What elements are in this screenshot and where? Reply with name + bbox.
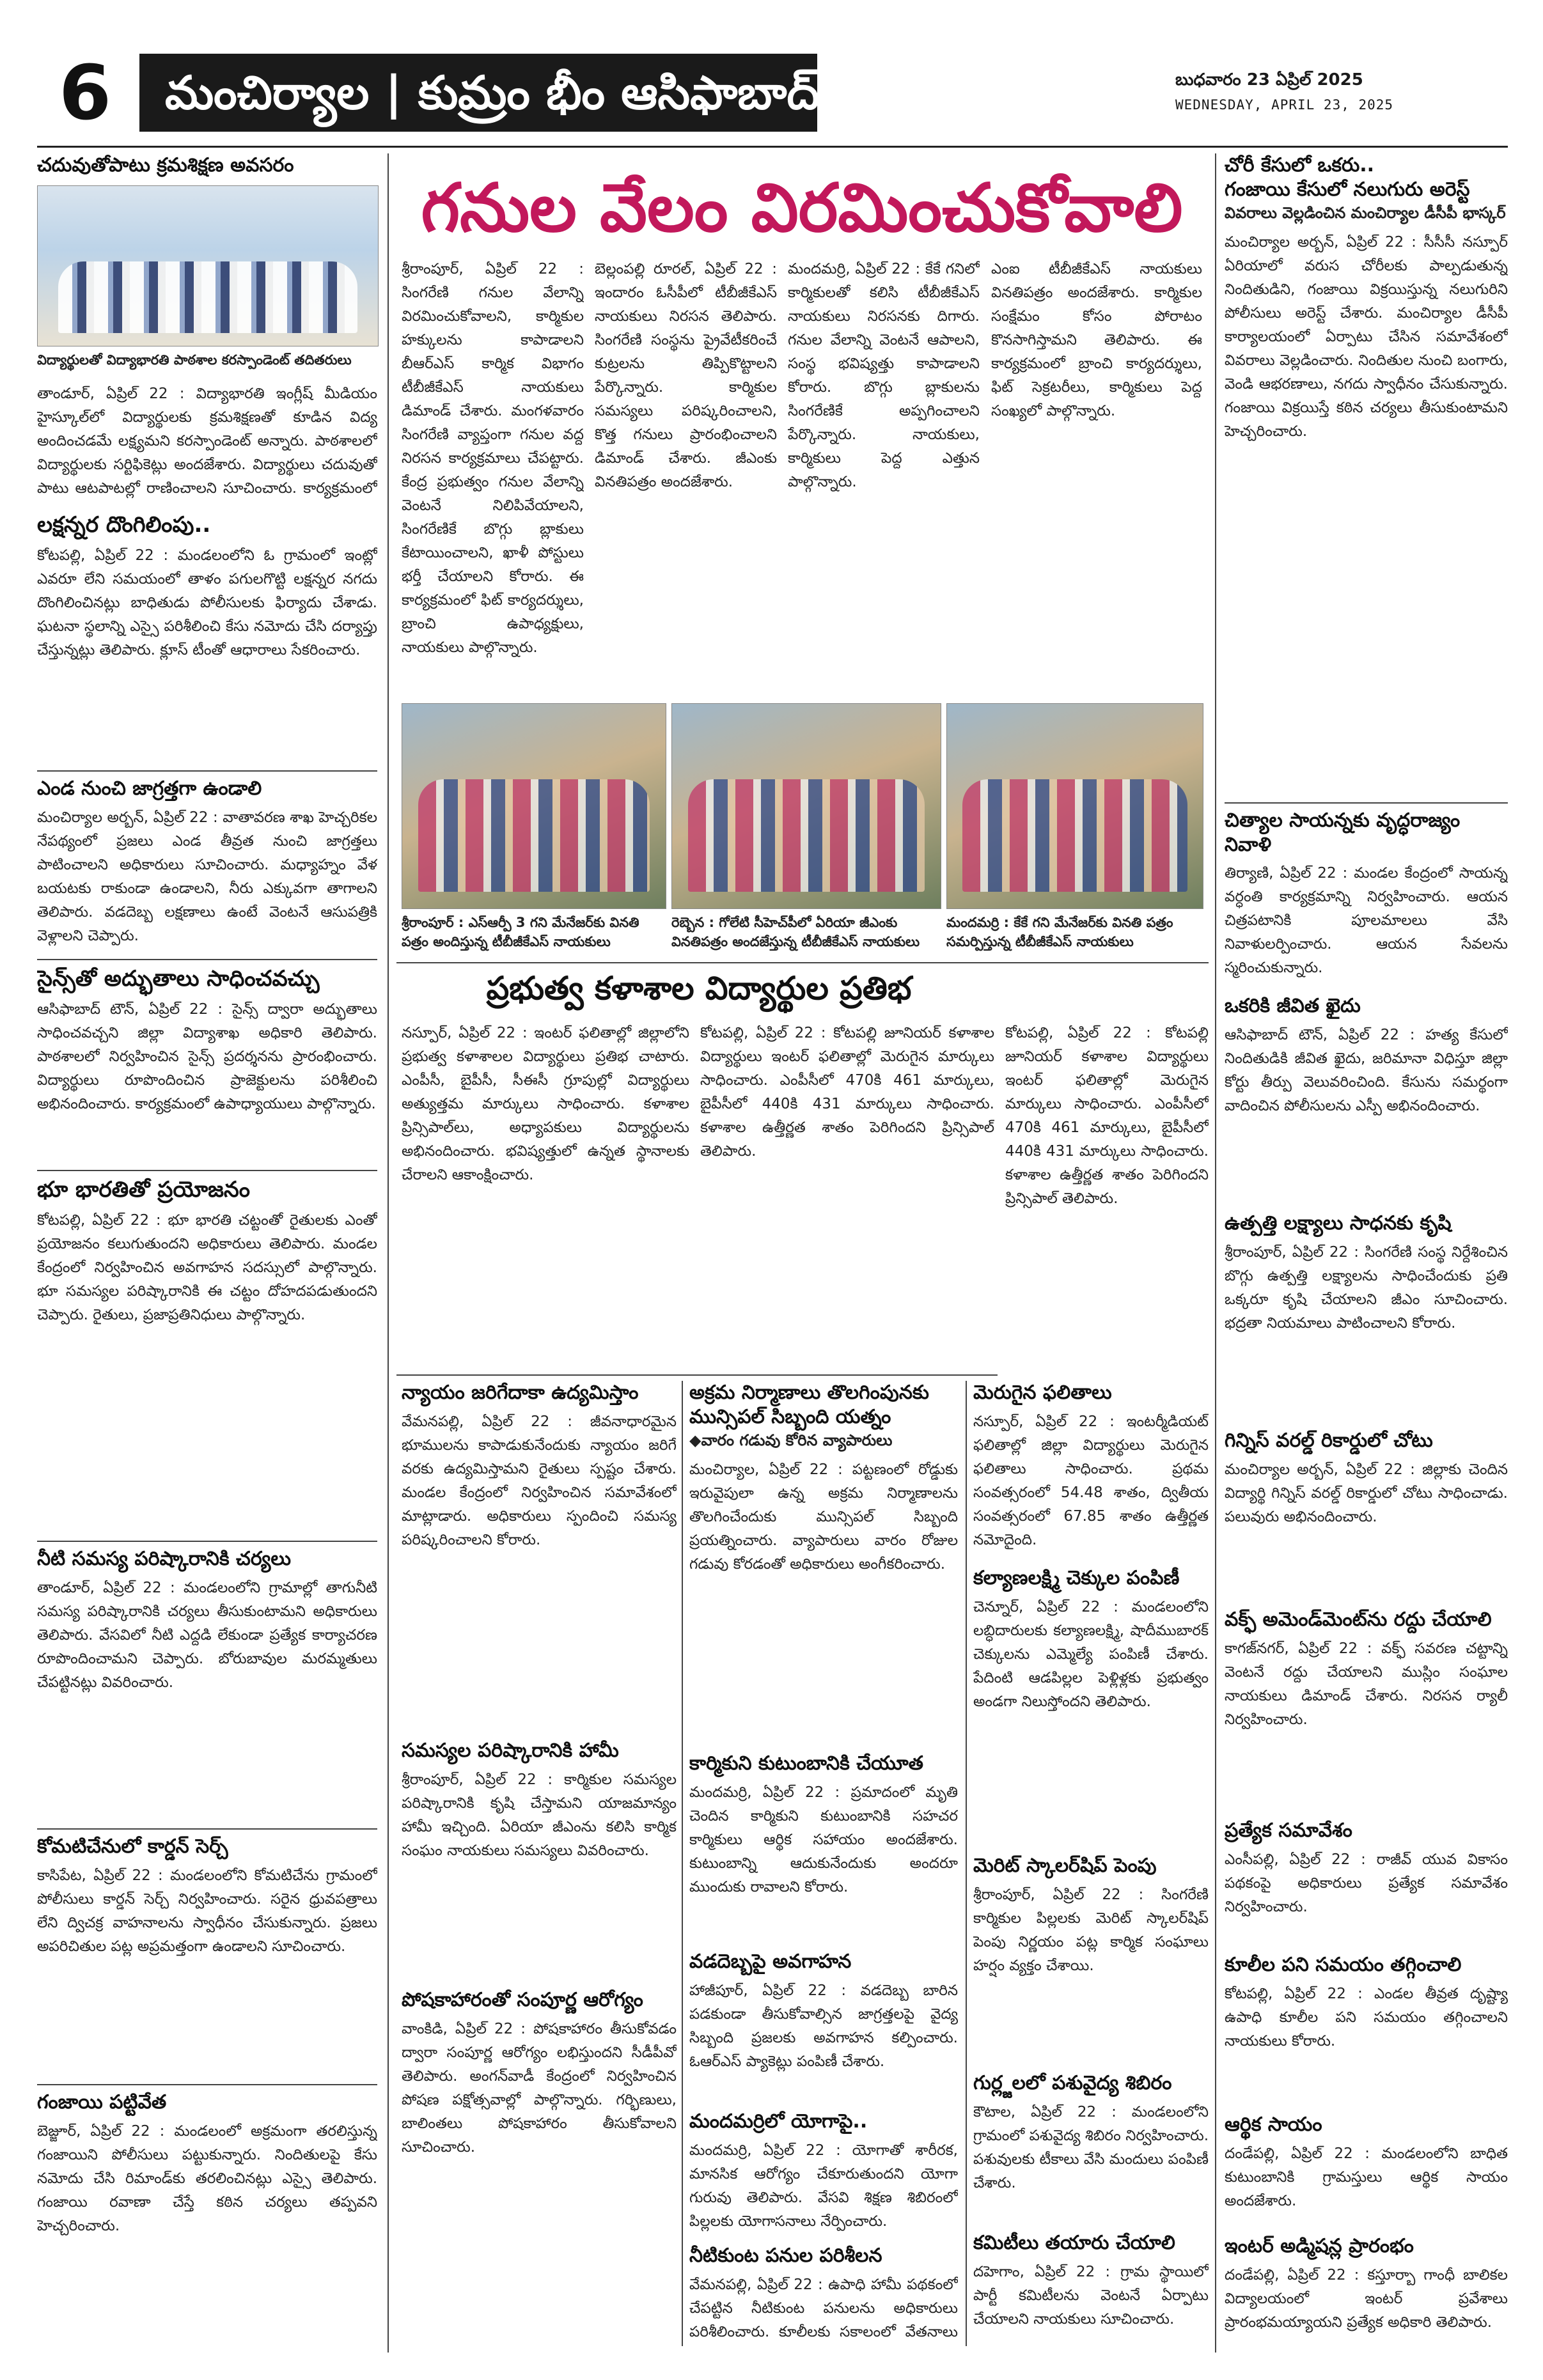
article-ganja-seized — [37, 2090, 377, 2346]
photo-caption: శ్రీరాంపూర్ : ఎస్ఆర్పీ 3 గని మేనేజర్‌కు వినతి పత్రం అందిస్తున్న టీబీజీకేఎస్ నాయకులు — [402, 915, 639, 949]
article-text: వేమనపల్లి, ఏప్రిల్ 22 : ఉపాధి హామీ పథకంలో చేపట్టిన నీటికుంట పనులను అధికారులు పరిశీలించారు. కూలీలకు సకాలంలో వేతనాలు — [689, 2276, 958, 2340]
subheadline: ◆ వారం గడువు కోరిన వ్యాపారులు — [689, 1431, 958, 1453]
article-science — [37, 965, 377, 1176]
headline: ఉత్పత్తి లక్ష్యాలు సాధనకు కృషి — [1225, 1212, 1452, 1234]
photo-caption: రెబ్బెన : గోలేటి సీహెచ్‌పీలో ఏరియా జీఎంకు వినతిపత్రం అందజేస్తున్న టీబీజీకేఎస్ నాయకులు — [671, 915, 920, 949]
article-text: నస్పూర్, ఏప్రిల్ 22 : ఇంటర్మీడియట్ ఫలితాల్లో జిల్లా విద్యార్థులు మెరుగైన ఫలితాలు సాధించారు. ప్రథమ సంవత్సరంలో 54.48 శాతం, ద్వితీయ సంవత్సరంలో 67.85 శాతం ఉత్తీర్ణత నమోదైంది. — [973, 1413, 1209, 1548]
article-text: కౌటాల, ఏప్రిల్ 22 : మండలంలోని గ్రామంలో పశువైద్య శిబిరం నిర్వహించారు. పశువులకు టీకాలు వేసి మందులు పంపిణీ చేశారు. — [973, 2103, 1209, 2191]
article-text: బెజ్జూర్, ఏప్రిల్ 22 : మండలంలో అక్రమంగా తరలిస్తున్న గంజాయిని పోలీసులు పట్టుకున్నారు. నిందితులపై కేసు నమోదు చేసి రిమాండ్‌కు తరలించినట్లు ఎస్సై తెలిపారు. గంజాయి రవాణా చేస్తే కఠిన చర్యలు తప్పవని హెచ్చరించారు. — [37, 2122, 377, 2234]
article-guinness — [1225, 1429, 1508, 1601]
headline: కూలీల పని సమయం తగ్గించాలి — [1225, 1954, 1462, 1976]
article-text: శ్రీరాంపూర్, ఏప్రిల్ 22 : సింగరేణి సంస్థ నిర్దేశించిన బొగ్గు ఉత్పత్తి లక్ష్యాలను సాధించేందుకు ప్రతి ఒక్కరూ కృషి చేయాలని జీఎం సూచించారు. భద్రతా నియమాలు పాటించాలని కోరారు. — [1225, 1243, 1508, 1332]
article-water-pond — [689, 2244, 958, 2346]
headline: చిత్యాల సాయన్నకు వృద్ధరాజ్యం నివాళి — [1225, 809, 1461, 856]
article-nutrition — [402, 1988, 677, 2346]
masthead-rule — [37, 146, 1508, 148]
article-text: దహెగాం, ఏప్రిల్ 22 : గ్రామ స్థాయిలో పార్టీ కమిటీలను వెంటనే ఏర్పాటు చేయాలని నాయకులు సూచించారు. — [973, 2263, 1209, 2328]
article-better-results — [973, 1381, 1209, 1560]
date-telugu: బుధవారం 23 ఏప్రిల్ 2025 — [1175, 70, 1363, 89]
divider — [37, 2084, 377, 2085]
masthead — [37, 45, 1508, 141]
edition-title: మంచిర్యాల | కుమ్రం భీం ఆసిఫాబాద్ — [139, 54, 817, 132]
article-justice — [402, 1381, 677, 1726]
lead-body-col4 — [991, 253, 1202, 700]
article-text: మందమర్రి, ఏప్రిల్ 22 : కేకే గనిలో కార్మికులతో కలిసి టీబీజీకేఎస్ నాయకులు నిరసనకు దిగారు. గనుల వేలాన్ని వెంటనే ఆపాలని, సంస్థ భవిష్యత్తు కాపాడాలని కోరారు. బొగ్గు బ్లాకులను సింగరేణికే అప్పగించాలని పేర్కొన్నారు. నాయకులు, కార్మికులు పెద్ద ఎత్తున పాల్గొన్నారు. — [788, 261, 980, 490]
article-text: హాజీపూర్, ఏప్రిల్ 22 : వడదెబ్బ బారిన పడకుండా తీసుకోవాల్సిన జాగ్రత్తలపై వైద్య సిబ్బంది ప్రజలకు అవగాహన కల్పించారు. ఓఆర్ఎస్ ప్యాకెట్లు పంపిణీ చేశారు. — [689, 1982, 958, 2070]
headline: గుర్ల్జలలో పశువైద్య శిబిరం — [973, 2072, 1172, 2094]
article-text: ఎంసీపల్లి, ఏప్రిల్ 22 : రాజీవ్ యువ వికాసం పథకంపై అధికారులు ప్రత్యేక సమావేశం నిర్వహించారు. — [1225, 1851, 1508, 1915]
results-body-2 — [700, 1016, 994, 1362]
article-text: మంచిర్యాల అర్బన్, ఏప్రిల్ 22 : సీసీసీ నస్పూర్ ఏరియాలో వరుస చోరీలకు పాల్పడుతున్న నిందితుడిని, గంజాయి విక్రయిస్తున్న నలుగురిని పోలీసులు అరెస్ట్ చేశారు. మంచిర్యాల డీసీపీ కార్యాలయంలో ఏర్పాటు చేసిన సమావేశంలో వివరాలు వెల్లడించారు. నిందితుల నుంచి బంగారు, వెండి ఆభరణాలు, నగదు స్వాధీనం చేసుకున్నారు. గంజాయి విక్రయిస్తే కఠిన చర్యలు తీసుకుంటామని హెచ్చరించారు. — [1225, 234, 1508, 440]
article-text: కోటపల్లి, ఏప్రిల్ 22 : భూ భారతి చట్టంతో రైతులకు ఎంతో ప్రయోజనం కలుగుతుందని అధికారులు తెలిపారు. మండల కేంద్రంలో నిర్వహించిన అవగాహన సదస్సులో పాల్గొన్నారు. భూ సమస్యల పరిష్కారానికి ఈ చట్టం దోహదపడుతుందని చెప్పారు. రైతులు, ప్రజాప్రతినిధులు పాల్గొన్నారు. — [37, 1211, 377, 1323]
article-text: దండేపల్లి, ఏప్రిల్ 22 : కస్తూర్బా గాంధీ బాలికల విద్యాలయంలో ఇంటర్ ప్రవేశాలు ప్రారంభమయ్యాయని ప్రత్యేక అధికారి తెలిపారు. — [1225, 2266, 1508, 2331]
article-text: కోటపల్లి, ఏప్రిల్ 22 : మండలంలోని ఓ గ్రామంలో ఇంట్లో ఎవరూ లేని సమయంలో తాళం పగులగొట్టి లక్షన్నర నగదు దొంగిలించినట్లు బాధితుడు పోలీసులకు ఫిర్యాదు చేశాడు. ఘటనా స్థలాన్ని ఎస్సై పరిశీలించి కేసు నమోదు చేసి దర్యాప్తు చేస్తున్నట్లు తెలిపారు. క్లూస్ టీంతో ఆధారాలు సేకరించారు. — [37, 547, 377, 658]
lead-body-col3 — [788, 253, 980, 700]
headline: కమిటీలు తయారు చేయాలి — [973, 2232, 1175, 2254]
headline: వడదెబ్బపై అవగాహన — [689, 1950, 852, 1973]
headline: గిన్నిస్ వరల్డ్ రికార్డులో చోటు — [1225, 1429, 1433, 1452]
headline: మందమర్రిలో యోగాపై.. — [689, 2110, 868, 2133]
lead-photo-2 — [671, 703, 941, 909]
page-number: 6 — [58, 49, 112, 137]
article-family-support — [689, 1752, 958, 1943]
article-text: శ్రీరాంపూర్, ఏప్రిల్ 22 : సింగరేణి కార్మికుల పిల్లలకు మెరిట్ స్కాలర్‌షిప్ పెంపు నిర్ణయం పట్ల కార్మిక సంఘాలు హర్షం వ్యక్తం చేశాయి. — [973, 1886, 1209, 1974]
headline: పోషకాహారంతో సంపూర్ణ ఆరోగ్యం — [402, 1989, 643, 2011]
headline: సైన్స్‌తో అద్భుతాలు సాధించవచ్చు — [37, 966, 320, 992]
headline: గంజాయి పట్టివేత — [37, 2091, 167, 2113]
column-divider — [966, 1381, 967, 2346]
column-divider — [682, 1381, 683, 2346]
headline: కార్మికుని కుటుంబానికి చేయూత — [689, 1752, 923, 1775]
article-text: ఎంఐ టీబీజీకేఎస్ నాయకులు వినతిపత్రం అందజేశారు. కార్మికుల సంక్షేమం కోసం పోరాటం కొనసాగిస్తామని తెలిపారు. ఈ కార్యక్రమంలో బ్రాంచి కార్యదర్శులు, ఫిట్ సెక్రటరీలు, కార్మికులు పెద్ద సంఖ్యలో పాల్గొన్నారు. — [991, 261, 1202, 419]
headline: ప్రత్యేక సమావేశం — [1225, 1819, 1352, 1842]
article-text: చెన్నూర్, ఏప్రిల్ 22 : మండలంలోని లబ్ధిదారులకు కల్యాణలక్ష్మి, షాదీముబారక్ చెక్కులను ఎమ్మెల్యే పంపిణీ చేశారు. పేదింటి ఆడపిల్లల పెళ్లిళ్లకు ప్రభుత్వం అండగా నిలుస్తోందని తెలిపారు. — [973, 1598, 1209, 1710]
article-wage-workers — [1225, 1953, 1508, 2106]
article-committees — [973, 2231, 1209, 2346]
article-yoga — [689, 2110, 958, 2237]
article-life-sentence — [1225, 994, 1508, 1205]
lead-body-col1 — [402, 253, 584, 700]
article-bhubharathi — [37, 1176, 377, 1534]
article-text: ఆసిఫాబాద్ టౌన్, ఏప్రిల్ 22 : హత్య కేసులో నిందితుడికి జీవిత ఖైదు, జరిమానా విధిస్తూ జిల్లా కోర్టు తీర్పు వెలువరించింది. కేసును సమర్థంగా వాదించిన పోలీసులను ఎస్పీ అభినందించారు. — [1225, 1026, 1508, 1114]
article-heatstroke — [689, 1950, 958, 2103]
headline: ఒకరికి జీవిత ఖైదు — [1225, 995, 1361, 1017]
column-divider — [1215, 153, 1216, 2353]
article-cordon-search — [37, 1835, 377, 2078]
article-theft — [37, 511, 377, 780]
headline: నీటి సమస్య పరిష్కారానికి చర్యలు — [37, 1548, 292, 1570]
headline: వక్ఫ్ అమెండ్‌మెంట్‌ను రద్దు చేయాలి — [1225, 1608, 1492, 1631]
article-special-meeting — [1225, 1819, 1508, 1947]
article-text: వాంకిడి, ఏప్రిల్ 22 : పోషకాహారం తీసుకోవడం ద్వారా సంపూర్ణ ఆరోగ్యం లభిస్తుందని సీడీపీవో తెలిపారు. అంగన్‌వాడీ కేంద్రంలో నిర్వహించిన పోషణ పక్షోత్సవాల్లో పాల్గొన్నారు. గర్భిణులు, బాలింతలు పోషకాహారం తీసుకోవాలని సూచించారు. — [402, 2020, 677, 2156]
article-text: మంచిర్యాల అర్బన్, ఏప్రిల్ 22 : వాతావరణ శాఖ హెచ్చరికల నేపథ్యంలో ప్రజలు ఎండ తీవ్రత నుంచి జాగ్రత్తలు పాటించాలని అధికారులు సూచించారు. మధ్యాహ్నం వేళ బయటకు రాకుండా ఉండాలని, నీరు ఎక్కువగా తాగాలని తెలిపారు. వడదెబ్బ లక్షణాలు ఉంటే వెంటనే ఆసుపత్రికి వెళ్లాలని చెప్పారు. — [37, 809, 377, 944]
article-results-district — [1005, 1016, 1209, 1362]
divider — [37, 1541, 377, 1542]
article-text: నస్పూర్, ఏప్రిల్ 22 : ఇంటర్ ఫలితాల్లో జిల్లాలోని ప్రభుత్వ కళాశాలల విద్యార్థులు ప్రతిభ చాటారు. ఎంపీసీ, బైపీసీ, సీఈసీ గ్రూపుల్లో విద్యార్థులు అత్యుత్తమ మార్కులు సాధించారు. కళాశాల ప్రిన్సిపాల్‌లు, అధ్యాపకులు విద్యార్థులను అభినందించారు. భవిష్యత్తులో ఉన్నత స్థానాలకు చేరాలని ఆకాంక్షించారు. — [402, 1025, 689, 1183]
dateline — [1175, 70, 1508, 113]
divider — [37, 1170, 377, 1171]
photo-caption: విద్యార్థులతో విద్యాభారతి పాఠశాల కరస్పాండెంట్ తదితరులు — [37, 352, 352, 368]
lead-photo-1 — [402, 703, 666, 909]
article-assurance — [402, 1739, 677, 1982]
headline: ఆర్థిక సాయం — [1225, 2113, 1322, 2136]
article-text: బెల్లంపల్లి రూరల్, ఏప్రిల్ 22 : ఇందారం ఓసీపీలో టీబీజీకేఎస్ నాయకులు నిరసన తెలిపారు. సింగరేణి సంస్థను ప్రైవేటీకరించే కుట్రలను తిప్పికొట్టాలని పేర్కొన్నారు. కార్మికుల సమస్యలు పరిష్కరించాలని, కొత్త గనులు ప్రారంభించాలని డిమాండ్ చేశారు. జీఎంకు వినతిపత్రం అందజేశారు. — [595, 261, 777, 490]
lead-headline: గనుల వేలం విరమించుకోవాలి — [421, 169, 1183, 246]
article-waqf — [1225, 1608, 1508, 1812]
headline: ఇంటర్ అడ్మిషన్ల ప్రారంభం — [1225, 2235, 1414, 2257]
divider — [396, 1374, 998, 1376]
lead-body-col2 — [595, 253, 777, 700]
article-text: తాండూర్, ఏప్రిల్ 22 : మండలంలోని గ్రామాల్లో తాగునీటి సమస్య పరిష్కారానికి చర్యలు తీసుకుంటామని అధికారులు తెలిపారు. వేసవిలో నీటి ఎద్దడి లేకుండా ప్రత్యేక కార్యాచరణ రూపొందించామని చెప్పారు. బోరుబావుల మరమ్మతులు చేపట్టినట్లు వివరించారు. — [37, 1579, 377, 1691]
subheadline: వివరాలు వెల్లడించిన మంచిర్యాల డీసీపీ భాస్కర్ — [1225, 204, 1506, 222]
headline: మెరుగైన ఫలితాలు — [973, 1381, 1112, 1404]
headline: భూ భారతితో ప్రయోజనం — [37, 1177, 251, 1202]
article-text: కోటపల్లి, ఏప్రిల్ 22 : కోటపల్లి జూనియర్ కళాశాల విద్యార్థులు ఇంటర్ ఫలితాల్లో మెరుగైన మార్కులు సాధించారు. ఎంపీసీలో 470కి 461 మార్కులు, బైపీసీలో 440కి 431 మార్కులు సాధించారు. కళాశాల ఉత్తీర్ణత శాతం పెరిగిందని ప్రిన్సిపాల్ తెలిపారు. — [1005, 1025, 1209, 1207]
headline: కోమటిచేనులో కార్డన్ సెర్చ్ — [37, 1835, 228, 1858]
headline-main: గంజాయి కేసులో నలుగురు అరెస్ట్ — [1225, 178, 1470, 201]
headline: చోరీ కేసులో ఒకరు.. — [1225, 154, 1375, 176]
divider — [396, 962, 1209, 963]
headline: కల్యాణలక్ష్మి చెక్కుల పంపిణీ — [973, 1567, 1180, 1589]
article-text: శ్రీరాంపూర్, ఏప్రిల్ 22 : సింగరేణి గనుల వేలాన్ని విరమించుకోవాలని, కార్మికుల హక్కులను కాపాడాలని బీఆర్ఎస్ కార్మిక విభాగం టీబీజీకేఎస్ నాయకులు డిమాండ్ చేశారు. మంగళవారం సింగరేణి వ్యాప్తంగా గనుల వద్ద నిరసన కార్యక్రమాలు చేపట్టారు. కేంద్ర ప్రభుత్వం గనుల వేలాన్ని వెంటనే నిలిపివేయాలని, సింగరేణికే బొగ్గు బ్లాకులు కేటాయించాలని, ఖాళీ పోస్టులు భర్తీ చేయాలని కోరారు. ఈ కార్యక్రమంలో ఫిట్ కార్యదర్శులు, బ్రాంచి ఉపాధ్యక్షులు, నాయకులు పాల్గొన్నారు. — [402, 261, 584, 656]
lead-photo-3 — [946, 703, 1203, 909]
results-headline — [402, 968, 996, 1013]
headline: న్యాయం జరిగేదాకా ఉద్యమిస్తాం — [402, 1381, 639, 1404]
headline: ప్రభుత్వ కళాశాల విద్యార్థుల ప్రతిభ — [486, 970, 912, 1007]
article-vet-camp — [973, 2071, 1209, 2225]
headline: ఎండ నుంచి జాగ్రత్తగా ఉండాలి — [37, 777, 262, 800]
date-english: WEDNESDAY, APRIL 23, 2025 — [1175, 97, 1394, 113]
school-photo — [37, 185, 379, 346]
headline: చదువుతోపాటు క్రమశిక్షణ అవసరం — [37, 154, 294, 176]
article-text: మందమర్రి, ఏప్రిల్ 22 : యోగాతో శారీరక, మానసిక ఆరోగ్యం చేకూరుతుందని యోగా గురువు తెలిపారు. వేసవి శిక్షణ శిబిరంలో పిల్లలకు యోగాసనాలు నేర్పించారు. — [689, 2142, 958, 2230]
article-water-problem — [37, 1547, 377, 1822]
article-text: కాసిపేట, ఏప్రిల్ 22 : మండలంలోని కోమటిచేను గ్రామంలో పోలీసులు కార్డన్ సెర్చ్ నిర్వహించారు. సరైన ధ్రువపత్రాలు లేని ద్విచక్ర వాహనాలను స్వాధీనం చేసుకున్నారు. ప్రజలు అపరిచితుల పట్ల అప్రమత్తంగా ఉండాలని సూచించారు. — [37, 1867, 377, 1955]
article-text: వేమనపల్లి, ఏప్రిల్ 22 : జీవనాధారమైన భూములను కాపాడుకునేందుకు న్యాయం జరిగే వరకు ఉద్యమిస్తామని రైతులు స్పష్టం చేశారు. మండల కేంద్రంలో నిర్వహించిన సమావేశంలో మాట్లాడారు. అధికారులు స్పందించి సమస్య పరిష్కరించాలని కోరారు. — [402, 1413, 677, 1548]
divider — [37, 1828, 377, 1830]
headline: మెరిట్ స్కాలర్‌షిప్ పెంపు — [973, 1855, 1157, 1877]
article-text: దండేపల్లి, ఏప్రిల్ 22 : మండలంలోని బాధిత కుటుంబానికి గ్రామస్తులు ఆర్థిక సాయం అందజేశారు. — [1225, 2145, 1508, 2209]
article-kalyanalakshmi — [973, 1566, 1209, 1847]
article-text: మంచిర్యాల అర్బన్, ఏప్రిల్ 22 : జిల్లాకు చెందిన విద్యార్థి గిన్నిస్ వరల్డ్ రికార్డులో చోటు సాధించాడు. పలువురు అభినందించారు. — [1225, 1461, 1508, 1525]
article-text: తాండూర్, ఏప్రిల్ 22 : విద్యాభారతి ఇంగ్లీష్ మీడియం హైస్కూల్‌లో విద్యార్థులకు క్రమశిక్షణతో కూడిన విద్య అందించడమే లక్ష్యమని కరస్పాండెంట్ అన్నారు. పాఠశాలలో విద్యార్థులకు సర్టిఫికెట్లు అందజేశారు. విద్యార్థులు చదువుతో పాటు ఆటపాటల్లో రాణించాలని సూచించారు. కార్యక్రమంలో — [37, 385, 377, 497]
article-merit — [973, 1854, 1209, 2065]
article-inter-admissions — [1225, 2234, 1508, 2349]
article-tribute — [1225, 809, 1508, 988]
article-text: మందమర్రి, ఏప్రిల్ 22 : ప్రమాదంలో మృతి చెందిన కార్మికుని కుటుంబానికి సహచర కార్మికులు ఆర్థిక సహాయం అందజేశారు. కుటుంబాన్ని ఆదుకునేందుకు అందరూ ముందుకు రావాలని కోరారు. — [689, 1784, 958, 1895]
article-text: కాగజ్‌నగర్, ఏప్రిల్ 22 : వక్ఫ్ సవరణ చట్టాన్ని వెంటనే రద్దు చేయాలని ముస్లిం సంఘాల నాయకులు డిమాండ్ చేశారు. నిరసన ర్యాలీ నిర్వహించారు. — [1225, 1640, 1508, 1728]
article-text: ఆసిఫాబాద్ టౌన్, ఏప్రిల్ 22 : సైన్స్ ద్వారా అద్భుతాలు సాధించవచ్చని జిల్లా విద్యాశాఖ అధికారి తెలిపారు. పాఠశాలలో నిర్వహించిన సైన్స్ ప్రదర్శనను ప్రారంభించారు. విద్యార్థులు రూపొందించిన ప్రాజెక్టులను పరిశీలించి అభినందించారు. కార్యక్రమంలో ఉపాధ్యాయులు పాల్గొన్నారు. — [37, 1000, 377, 1112]
article-text: మంచిర్యాల, ఏప్రిల్ 22 : పట్టణంలో రోడ్డుకు ఇరువైపులా ఉన్న అక్రమ నిర్మాణాలను తొలగించేందుకు మున్సిపల్ సిబ్బంది ప్రయత్నించారు. వ్యాపారులు వారం రోజుల గడువు కోరడంతో అధికారులు అంగీకరించారు. — [689, 1461, 958, 1573]
divider — [37, 959, 377, 960]
results-body-1 — [402, 1016, 689, 1362]
article-heat — [37, 777, 377, 956]
article-text: కోటపల్లి, ఏప్రిల్ 22 : కోటపల్లి జూనియర్ కళాశాల విద్యార్థులు ఇంటర్ ఫలితాల్లో మెరుగైన మార్కులు సాధించారు. ఎంపీసీలో 470కి 461 మార్కులు, బైపీసీలో 440కి 431 మార్కులు సాధించారు. కళాశాల ఉత్తీర్ణత శాతం పెరిగిందని ప్రిన్సిపాల్ తెలిపారు. — [700, 1025, 994, 1160]
article-text: తిర్యాణి, ఏప్రిల్ 22 : మండల కేంద్రంలో సాయన్న వర్ధంతి కార్యక్రమాన్ని నిర్వహించారు. ఆయన చిత్రపటానికి పూలమాలలు వేసి నివాళులర్పించారు. ఆయన సేవలను స్మరించుకున్నారు. — [1225, 865, 1508, 976]
article-text: శ్రీరాంపూర్, ఏప్రిల్ 22 : కార్మికుల సమస్యల పరిష్కారానికి కృషి చేస్తామని యాజమాన్యం హామీ ఇచ్చింది. ఏరియా జీఎంను కలిసి కార్మిక సంఘం నాయకులు సమస్యలు వివరించారు. — [402, 1771, 677, 1859]
headline: సమస్యల పరిష్కారానికి హామీ — [402, 1739, 619, 1762]
divider — [37, 770, 377, 772]
photo-caption: మందమర్రి : కేకే గని మేనేజర్‌కు వినతి పత్రం సమర్పిస్తున్న టీబీజీకేఎస్ నాయకులు — [946, 915, 1173, 949]
article-production — [1225, 1211, 1508, 1422]
article-body — [37, 377, 377, 499]
article-financial-aid — [1225, 2113, 1508, 2228]
headline: అక్రమ నిర్మాణాలు తొలగింపునకు మున్సిపల్ సిబ్బంది యత్నం — [689, 1381, 929, 1428]
headline: లక్షన్నర దొంగిలింపు.. — [37, 512, 211, 538]
column-divider — [388, 153, 389, 2353]
article-arrests — [1225, 153, 1508, 799]
article-encroachment — [689, 1381, 958, 1745]
article-text: కోటపల్లి, ఏప్రిల్ 22 : ఎండల తీవ్రత దృష్ట్యా ఉపాధి కూలీల పని సమయం తగ్గించాలని నాయకులు కోరారు. — [1225, 1985, 1508, 2049]
headline: నీటికుంట పనుల పరిశీలన — [689, 2244, 882, 2267]
divider — [1225, 802, 1508, 804]
